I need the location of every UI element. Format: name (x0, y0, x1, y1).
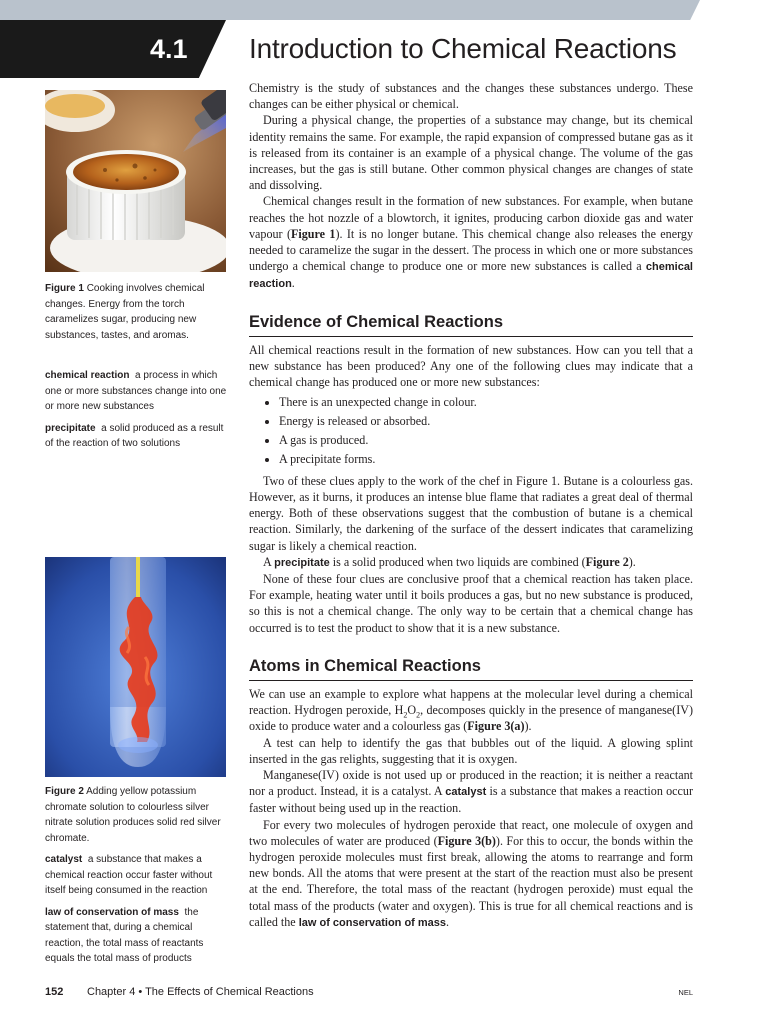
text-span: O (407, 703, 417, 718)
definition-term: precipitate (45, 422, 96, 434)
definition-term: law of conservation of mass (45, 906, 179, 918)
top-band (0, 0, 700, 20)
text-span: For every two molecules of hydrogen peroxide that react, one molecule of oxygen and two molecules of water are produced ( (249, 817, 693, 848)
section-heading-evidence: Evidence of Chemical Reactions (249, 314, 693, 337)
section-tab (0, 20, 226, 78)
list-item: • Energy is released or absorbed. (279, 413, 693, 429)
key-term: law of conservation of mass (298, 916, 447, 929)
atoms-paragraph-1 (249, 686, 693, 735)
text-span: ). (628, 554, 636, 569)
figure-2-label: Figure 2 (45, 786, 84, 797)
publisher-mark: NEL (678, 988, 693, 997)
definition-term: catalyst (45, 854, 83, 865)
definition-text: a solid produced as a result of the reaction of two solutions (45, 422, 224, 449)
text-span: is a substance that makes a reaction occur faster without being used up in the reaction. (249, 784, 693, 816)
clue-list (249, 394, 693, 466)
list-item: • A gas is produced. (279, 432, 693, 448)
page-footer (45, 986, 693, 1000)
figure-1-label: Figure 1 (45, 283, 84, 294)
text-span: We can use an example to explore what happens at the molecular level during a chemical reaction. Hydrogen peroxide, H (249, 687, 693, 718)
evidence-paragraph-3 (249, 554, 693, 571)
atoms-paragraph-4 (249, 817, 693, 931)
key-term: chemical reaction (249, 261, 693, 291)
figure-2-caption (45, 784, 230, 846)
subscript: 2 (416, 710, 421, 720)
definition-term: chemical reaction (45, 370, 130, 381)
figure-reference: Figure 3(b) (437, 833, 496, 848)
text-span: . (291, 276, 295, 291)
definition-text: a process in which one or more substances change into one or more new substances (45, 370, 227, 412)
figure-2-image (45, 557, 226, 777)
figure-1-caption (45, 281, 230, 343)
evidence-paragraph-2: Two of these clues apply to the work of the chef in Figure 1. Butane is a colourless gas. However, as it burns, it produces an intense blue flame that radiates a great deal of thermal energy. Both of these observations suggest that the combustion of butane is a chemical reaction. Similarly, the darkening of the surface of the dessert indicates that caramelizing sugar is likely a chemical reaction. (249, 473, 693, 553)
page-title: Introduction to Chemical Reactions (249, 33, 677, 64)
chapter-title: Chapter 4 • The Effects of Chemical Reactions (87, 986, 314, 998)
text-span: , decomposes quickly in the presence of manganese(IV) oxide to produce water and a colourless gas ( (249, 703, 693, 734)
main-text-column (249, 80, 693, 931)
figure-1-caption-text: Cooking involves chemical changes. Energy from the torch caramelizes sugar, producing new substances, tastes, and aromas. (45, 283, 205, 341)
text-span: is a solid produced when two liquids are combined ( (329, 554, 586, 569)
evidence-paragraph-4: None of these four clues are conclusive proof that a chemical reaction has taken place. For example, heating water until it boils produces a gas, but no new substance is produced, so this is not a chemical change. The only way to be certain that a chemical change has occurred is to test the product to show that it is a new substance. (249, 571, 693, 635)
intro-paragraph-3 (249, 193, 693, 292)
figure-2-caption-text: Adding yellow potassium chromate solution to colourless silver nitrate solution produces solid red silver chromate. (45, 786, 221, 844)
definition-precipitate (45, 421, 230, 452)
glossary-block-2 (45, 784, 230, 973)
test-tube-illustration (45, 557, 226, 777)
page-number: 152 (45, 986, 64, 998)
text-span: Chemical changes result in the formation of new substances. For example, when butane reaches the hot nozzle of a blowtorch, it ignites, producing carbon dioxide gas and water vapour ( (249, 194, 693, 241)
figure-1-image (45, 90, 226, 272)
text-span: ). (524, 719, 532, 734)
section-number: 4.1 (150, 34, 188, 64)
key-term: precipitate (274, 556, 330, 569)
definition-catalyst (45, 852, 230, 899)
subscript: 2 (403, 710, 408, 720)
figure-reference: Figure 2 (585, 554, 629, 569)
list-item: • There is an unexpected change in colour. (279, 394, 693, 410)
text-span: . (446, 914, 450, 929)
atoms-paragraph-3 (249, 767, 693, 817)
intro-paragraph-2: During a physical change, the properties of a substance may change, but its chemical identity remains the same. For example, the rapid expansion of compressed butane gas as it is released from its container is an example of a physical change. The volume of the gas increases, but the gas is still butane. Other common physical changes are changes of state and dissolving. (249, 113, 693, 193)
glossary-block-1 (45, 368, 230, 458)
text-span: Manganese(IV) oxide is not used up or produced in the reaction; it is neither a reactant nor a product. Instead, it is a catalyst. A (249, 768, 693, 799)
figure-reference: Figure 1 (290, 226, 336, 241)
creme-brulee-illustration (45, 90, 226, 272)
definition-law-of-conservation-of-mass (45, 905, 230, 967)
section-heading-atoms: Atoms in Chemical Reactions (249, 658, 693, 681)
definition-text: a substance that makes a chemical reaction occur faster without itself being consumed in the reaction (45, 854, 213, 896)
text-span: ). It is no longer butane. This chemical change also releases the energy needed to caramelize the sugar in the dessert. The process in which one or more substances undergo a chemical change to produce one or more new substances is called a (249, 226, 693, 274)
text-span: A (263, 554, 275, 569)
definition-chemical-reaction (45, 368, 230, 415)
intro-paragraph-1: Chemistry is the study of substances and the changes these substances undergo. These changes can be either physical or chemical. (249, 81, 693, 112)
definition-text: the statement that, during a chemical reaction, the total mass of reactants equals the total mass of products (45, 906, 204, 964)
key-term: catalyst (445, 786, 487, 799)
figure-reference: Figure 3(a) (467, 719, 525, 734)
text-span: ). For this to occur, the bonds within the hydrogen peroxide molecules must first break, allowing the atoms to rearrange and form new bonds. All the atoms that were present at the start of the reaction must also be present at the end. Therefore, the total mass of the reactant (hydrogen peroxide) must equal the total mass of the products (water and oxygen). This is true for all chemical reactions and is called the (249, 833, 694, 929)
list-item: • A precipitate forms. (279, 451, 693, 467)
evidence-paragraph-1: All chemical reactions result in the formation of new substances. How can you tell that a new substance has been produced? Any one of the following clues may indicate that a chemical change has produced one or more new substances: (249, 342, 693, 390)
atoms-paragraph-2: A test can help to identify the gas that bubbles out of the liquid. A glowing splint inserted in the gas relights, suggesting that it is oxygen. (249, 735, 693, 766)
